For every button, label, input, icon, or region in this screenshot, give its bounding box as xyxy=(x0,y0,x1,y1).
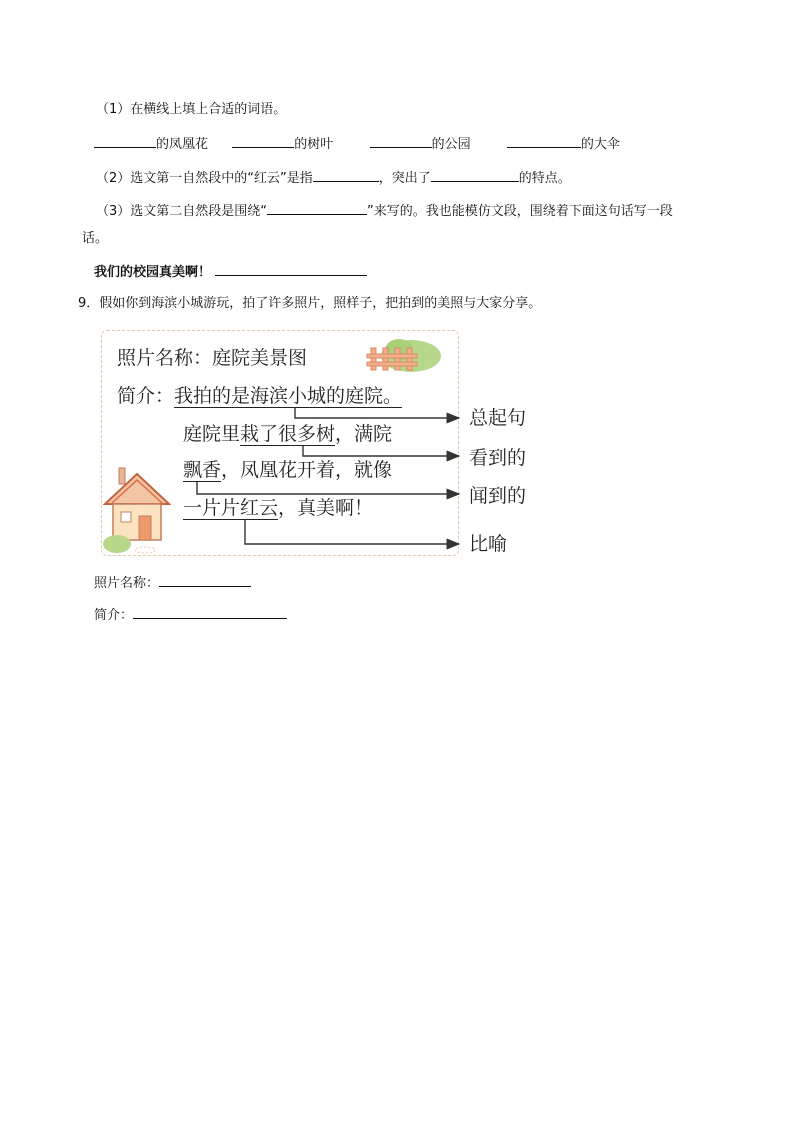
answer-blank-name[interactable] xyxy=(159,573,251,587)
q9-name-row xyxy=(94,573,251,593)
annotation-4: 比喻 xyxy=(469,533,508,555)
illustration-line2-a: 庭院里 xyxy=(183,423,241,445)
q9-intro-row xyxy=(94,605,287,625)
illustration-line1-text: 我拍的是海滨小城的庭院。 xyxy=(174,385,403,407)
annotation-arrows xyxy=(97,326,547,561)
q9-name-label: 照片名称： xyxy=(94,576,160,591)
illustration-line3-a: 飘香 xyxy=(183,459,222,481)
illustration-line2-b: 栽了很多树 xyxy=(240,423,336,445)
illustration-intro-label: 简介： xyxy=(117,385,175,407)
answer-blank-3[interactable] xyxy=(370,134,432,148)
illustration-line4-b: ，真美啊！ xyxy=(278,497,374,519)
q8-sub3 xyxy=(96,201,673,221)
q8-sub3-cont xyxy=(82,230,108,248)
arrow-icon xyxy=(197,482,459,494)
q8-sub3-text-a: （3）选文第二自然段是围绕“ xyxy=(96,204,268,219)
phrase-1: 的凤凰花 xyxy=(156,137,209,152)
q8-sub2-text-c: 的特点。 xyxy=(518,171,571,186)
q8-sub3-text-b: ”来写的。我也能模仿文段，围绕着下面这句话写一段 xyxy=(367,204,673,219)
answer-blank-7[interactable] xyxy=(267,201,367,215)
answer-blank-4[interactable] xyxy=(507,134,581,148)
q8-sub1 xyxy=(96,101,286,119)
annotation-1: 总起句 xyxy=(469,407,527,429)
q8-sub2-text-a: （2）选文第一自然段中的“红云”是指 xyxy=(96,171,313,186)
annotation-2: 看到的 xyxy=(469,447,527,469)
arrow-icon xyxy=(295,408,459,418)
answer-blank-5[interactable] xyxy=(313,168,379,182)
annotation-3: 闻到的 xyxy=(469,485,527,507)
arrow-icon xyxy=(245,520,459,544)
phrase-3: 的公园 xyxy=(431,137,471,152)
q8-sub2-text-b: ，突出了 xyxy=(378,171,431,186)
q8-sub1-text: （1）在横线上填上合适的词语。 xyxy=(96,102,287,117)
q8-phrase-row xyxy=(94,134,620,154)
answer-blank-6[interactable] xyxy=(431,168,519,182)
arrow-icon xyxy=(303,446,459,456)
q9-text: 假如你到海滨小城游玩，拍了许多照片，照样子，把拍到的美照与大家分享。 xyxy=(99,296,542,311)
answer-blank-8[interactable] xyxy=(215,262,367,276)
answer-blank-intro[interactable] xyxy=(133,605,287,619)
answer-blank-1[interactable] xyxy=(94,134,156,148)
illustration-line2-c: ，满院 xyxy=(335,423,393,445)
q8-prompt: 我们的校园真美啊！ xyxy=(94,265,212,280)
phrase-2: 的树叶 xyxy=(294,137,334,152)
illustration-line3-b: ，凤凰花开着，就像 xyxy=(221,459,393,481)
phrase-4: 的大伞 xyxy=(580,137,620,152)
illustration-title: 照片名称：庭院美景图 xyxy=(117,347,308,369)
q9-stem xyxy=(78,295,541,313)
q8-prompt-row xyxy=(94,262,367,282)
example-illustration xyxy=(97,326,547,561)
q9-intro-label: 简介： xyxy=(94,608,134,623)
illustration-line4-a: 一片片红云 xyxy=(183,497,279,519)
answer-blank-2[interactable] xyxy=(232,134,294,148)
q8-sub3-text-c: 话。 xyxy=(82,231,109,246)
q8-sub2 xyxy=(96,168,571,188)
q9-number: 9． xyxy=(78,296,100,311)
